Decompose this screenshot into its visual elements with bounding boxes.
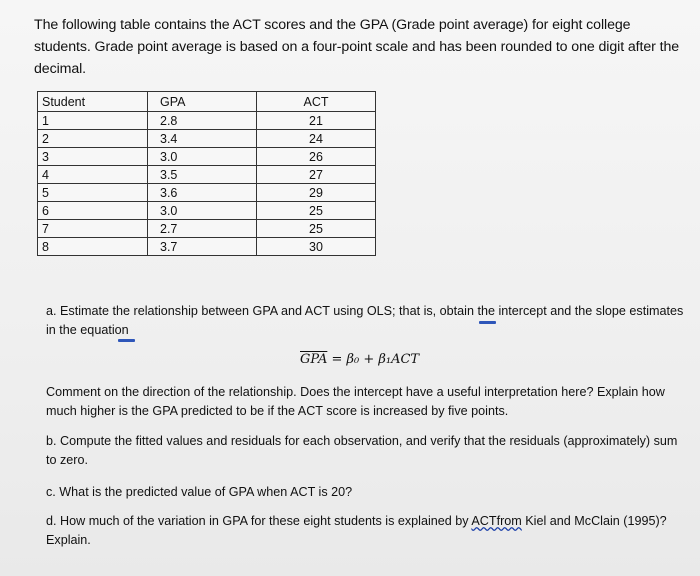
pen-mark [118, 339, 135, 342]
table-row [38, 238, 376, 256]
cell-student: 7 [38, 220, 148, 238]
cell-gpa: 3.0 [148, 202, 257, 220]
cell-gpa: 2.8 [148, 112, 257, 130]
table-row [38, 220, 376, 238]
cell-student: 6 [38, 202, 148, 220]
cell-gpa: 2.7 [148, 220, 257, 238]
cell-student: 8 [38, 238, 148, 256]
equation-rhs: = β₀ + β₁ACT [327, 352, 420, 367]
cell-act: 21 [257, 112, 376, 130]
ols-equation [300, 352, 419, 367]
cell-student: 1 [38, 112, 148, 130]
act-gpa-table [37, 91, 376, 256]
question-a: a. Estimate the relationship between GPA and ACT using OLS; that is, obtain the intercept and the slope estimates in the equation [46, 304, 684, 337]
table-row [38, 184, 376, 202]
cell-act: 29 [257, 184, 376, 202]
cell-act: 30 [257, 238, 376, 256]
cell-student: 2 [38, 130, 148, 148]
question-d-prefix: d. How much of the variation in GPA for these eight students is explained by [46, 514, 472, 528]
question-d-suffix: Kiel and McClain (1995)? Explain. [46, 514, 667, 547]
table-row [38, 166, 376, 184]
cell-gpa: 3.0 [148, 148, 257, 166]
question-b: b. Compute the fitted values and residuals for each observation, and verify that the residuals (approximately) sum to zero. [46, 434, 678, 467]
cell-act: 26 [257, 148, 376, 166]
cell-act: 25 [257, 220, 376, 238]
header-act: ACT [257, 92, 376, 112]
cell-gpa: 3.6 [148, 184, 257, 202]
question-d-flagged-word: ACTfrom [471, 514, 522, 528]
cell-act: 25 [257, 202, 376, 220]
cell-student: 4 [38, 166, 148, 184]
cell-gpa: 3.7 [148, 238, 257, 256]
equation-lhs: $\overline{GPA}$ [300, 352, 328, 367]
question-d [46, 512, 686, 550]
intro-paragraph: The following table contains the ACT scores and the GPA (Grade point average) for eight college students. Grade point average is based on a four-point scale and has been rounded to one digit after the decimal. [34, 17, 680, 77]
header-gpa: GPA [148, 92, 257, 112]
cell-gpa: 3.5 [148, 166, 257, 184]
cell-gpa: 3.4 [148, 130, 257, 148]
question-a-comment: Comment on the direction of the relationship. Does the intercept have a useful interpretation here? Explain how much higher is the GPA predicted to be if the ACT score is increased by five points. [46, 385, 665, 418]
table-row [38, 130, 376, 148]
cell-act: 24 [257, 130, 376, 148]
cell-act: 27 [257, 166, 376, 184]
table-row [38, 148, 376, 166]
table-header-row [38, 92, 376, 112]
table-row [38, 202, 376, 220]
header-student: Student [38, 92, 148, 112]
cell-student: 5 [38, 184, 148, 202]
table-row [38, 112, 376, 130]
pen-mark [479, 321, 496, 324]
cell-student: 3 [38, 148, 148, 166]
question-c: c. What is the predicted value of GPA when ACT is 20? [46, 485, 353, 499]
